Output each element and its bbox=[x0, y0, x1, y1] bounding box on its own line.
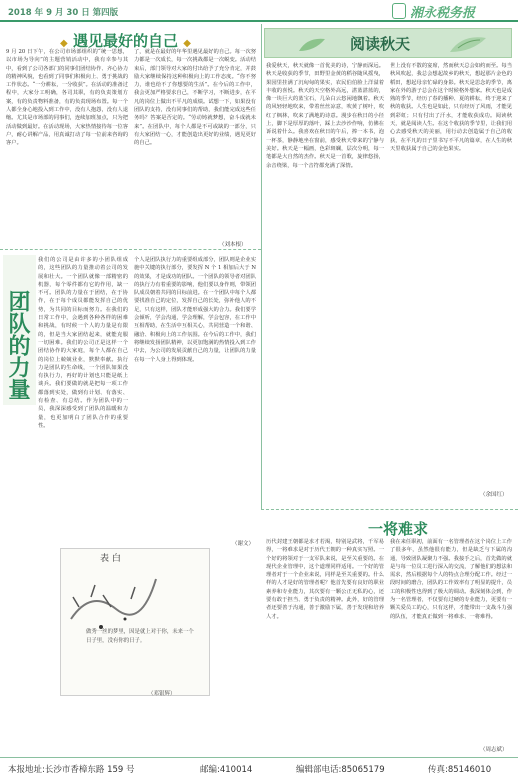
section-divider bbox=[0, 249, 261, 250]
footer-postcode: 邮编:410014 bbox=[200, 765, 253, 775]
article-body-col1-top: 我们的公司是由许多的小团队组成的，这些团队的力量推动着公司的发展和壮大。一个团队就像一部精密的机器，每个零件都有它的作用，缺一不可。团队的力量在于团结，在于协作，在于每个成员都能发挥自己的优势，为共同的目标而努力。在我们的日常工作中，会遇到各种各样的困难和挑战，有时候一个人的力量是有限的，但是当大家团结起来，就能克服一切困难。我们的公司正是这样一个团结协作的大家庭，每个人都在自己的岗位上兢兢业业，默默奉献。执行力是团队的生命线，一个团队如果没有执行力，再好的计划也只能是纸上谈兵。我们要做的就是把每一项工作都落到实处，做到有计划、有落实、有检查、有总结。作为团队中的一员，我深深感受到了团队的温暖和力量，也更加明白了团队合作的重要性。 bbox=[38, 257, 128, 429]
leaf-icon bbox=[297, 35, 327, 53]
article-body-col1: 我爱秋天，秋天就像一首优美的诗，宁静而深远。秋天是收获的季节，田野里金黄的稻谷随风摇曳，果园里挂满了沉甸甸的果实，农民伯伯脸上洋溢着丰收的喜悦。秋天的天空格外高远，湛蓝湛蓝的，像一块巨大的蓝宝石，几朵白云悠闲地飘着。秋天的风轻轻地吹来，带着丝丝凉意，吹黄了树叶，吹红了枫林，吹来了满地的诗意。漫步在秋日的小径上，脚下是厚厚的落叶，踩上去沙沙作响，仿佛在诉说着什么。我喜欢在秋日的午后，捧一本书，泡一杯茶，静静地坐在窗前，感受秋天带来的宁静与美好。秋天是一幅画，色彩斑斓，层次分明，每一笔都是大自然的杰作。秋天是一首歌，旋律悠扬，余音绕梁，每一个音符都充满了深情。 bbox=[266, 63, 384, 169]
article-body-col1: 9 月 20 日下午，在公司市场部组织的“统一思想，以市场为导向”的主题营销活动中，我有幸参与其中，看到了公司各部门的同事们团结协作、齐心协力的精神风貌，也看到了同事们积极向上、勇于挑战的工作状态。“一分耕耘，一分收获”。在活动的准备过程中，大家分工明确，各司其职，有的负责策划方案，有的负责物料准备，有的负责现场布置。每一个人都全身心地投入到工作中，没有人抱怨，没有人退缩。尤其是市场部的同事们，连续加班加点，只为把活动做到最好。在活动现场，大家热情接待每一位客户，耐心讲解产品，用真诚打动了每一位前来咨询的客户。 bbox=[6, 49, 128, 147]
article-body-col2: 我在来任职初，前面有一名管理者在这个岗位上工作了很多年，虽然他很有能力，但是缺乏与下属的沟通，导致团队凝聚力不强。我接手之后，首先做的就是与每一位员工进行深入的交流，了解他们的想法和需求，然后根据每个人的特点合理分配工作。经过一段时间的磨合，团队的工作效率有了明显的提升，员工的积极性也得到了极大的调动。我深刻体会到，作为一名管理者，不仅要有过硬的专业能力，更要有一颗关爱员工的心，只有这样，才能带出一支战斗力强的队伍，才能真正做到一将难求、一将难得。 bbox=[390, 539, 512, 620]
article-title-general-hard-to-find: 一将难求 bbox=[368, 520, 429, 538]
article-signature: （谢文） bbox=[232, 541, 255, 547]
article-body-col2: 世上没有不散的宴席，然而秋天总会如约而至。每当秋风吹起，我总会想起故乡的秋天，想起那片金色的稻田，想起母亲忙碌的身影。秋天是思念的季节，离家在外的游子总会在这个时候格外想家。秋天也是成熟的季节，经历了春的播种、夏的耕耘，终于迎来了秋的收获。人生也是如此，只有经历了风雨，才能见到彩虹；只有付出了汗水，才能收获成功。阅读秋天，就是阅读人生。在这个收获的季节里，让我们用心去感受秋天的美丽，用行动去创造属于自己的收获，在平凡的日子里书写不平凡的篇章，在人生的秋天里收获属于自己的金色果实。 bbox=[390, 63, 512, 152]
leaf-icon bbox=[448, 32, 488, 54]
footer-phone: 编辑部电话:85065179 bbox=[296, 765, 385, 775]
edition-label: 第四版 bbox=[92, 8, 119, 18]
edition-dateline bbox=[8, 6, 118, 18]
poem-author: （邓银辉） bbox=[148, 691, 176, 697]
article-title-team-power: 团队的力量 bbox=[5, 290, 31, 400]
footer-fax: 传真:85146010 bbox=[428, 765, 492, 775]
footer-address: 本报地址:长沙市香樟东路 159 号 bbox=[8, 765, 135, 775]
article-title-text: 遇见最好的自己 bbox=[72, 32, 178, 50]
article-body-col2: 个人是团队执行力的重要组成部分，团队则是企业实施中关键的执行部分，要发挥 N 个 1 相加后大于 N 的效果，才是成功的团队。一个团队的领导者对团队的执行力有着重要的影响，他们要以身作则，带领团队成员朝着共同的目标前进。在一个团队中每个人都要找准自己的定位，发挥自己的长处，弥补他人的不足，只有这样，团队才能形成强大的合力。我们要学会倾听，学会沟通，学会理解，学会包容，在工作中互相帮助，在生活中互相关心，共同营造一个和谐、融洽、积极向上的工作氛围。在今后的工作中，我们将继续发扬团队精神，以更加饱满的热情投入到工作中去，为公司的发展贡献自己的力量，让团队的力量在每一个人身上得到体现。 bbox=[134, 257, 256, 363]
article-body-col2: 了，就是在最好的年华里遇见最好的自己。每一次努力都是一次成长，每一次挑战都是一次蜕变。活动结束后，部门领导对大家的付出给予了充分肯定，并鼓励大家继续保持这种积极向上的工作态度。“你不努力，谁也给不了你想要的生活”。在今后的工作中，我会更加严格要求自己，不断学习，不断进步，在平凡的岗位上做出不平凡的成绩。试想一下，如果没有团队的支持，没有同事们的帮助，我们能完成这些任务吗？答案是否定的。“劳动铸就梦想，奋斗成就未来”。在团队中，每个人都是不可或缺的一部分，只有大家团结一心，才能创造出更好的业绩，遇见更好的自己。 bbox=[134, 49, 256, 147]
poem-box bbox=[60, 548, 210, 696]
newspaper-logo-icon bbox=[392, 3, 406, 19]
article-title-read-autumn: 阅读秋天 bbox=[350, 35, 411, 53]
page-footer bbox=[0, 757, 518, 778]
issue-date: 2018 年 9 月 30 日 bbox=[8, 8, 90, 18]
title-ornament-icon: ◆ bbox=[60, 38, 68, 49]
poem-title: 表 白 bbox=[100, 554, 121, 564]
article-signature: （刘本根） bbox=[219, 242, 247, 248]
article-signature: （周志斌） bbox=[480, 747, 508, 753]
poem-text: 做秀一丝的梦里，因是就上对于你，未来一个日子里，没有你的日子。 bbox=[86, 629, 194, 644]
newspaper-logo: 湘永税务报 bbox=[410, 6, 476, 21]
title-ornament-icon: ◆ bbox=[183, 38, 191, 49]
article-body-col1: 历代封建王朝都是求才若渴，特别是武将，千军易得，一将难求是对于历代王朝的一种真实写照。一个好的将领对于一支军队来说，是至关重要的。在现代企业管理中，这个道理同样适用。一个好的管理者对于一个企业来说，同样是至关重要的。什么样的人才是好的管理者呢？他首先要有良好的职业素养和专业能力，其次要有一颗公正无私的心，还要有敢于担当、勇于负责的精神。此外，好的管理者还要善于沟通，善于激励下属，善于发现和培养人才。 bbox=[266, 539, 384, 620]
section-divider bbox=[261, 509, 518, 510]
ink-painting-illustration bbox=[61, 549, 211, 697]
column-divider bbox=[261, 24, 262, 509]
article-signature: （余国红） bbox=[480, 492, 508, 498]
